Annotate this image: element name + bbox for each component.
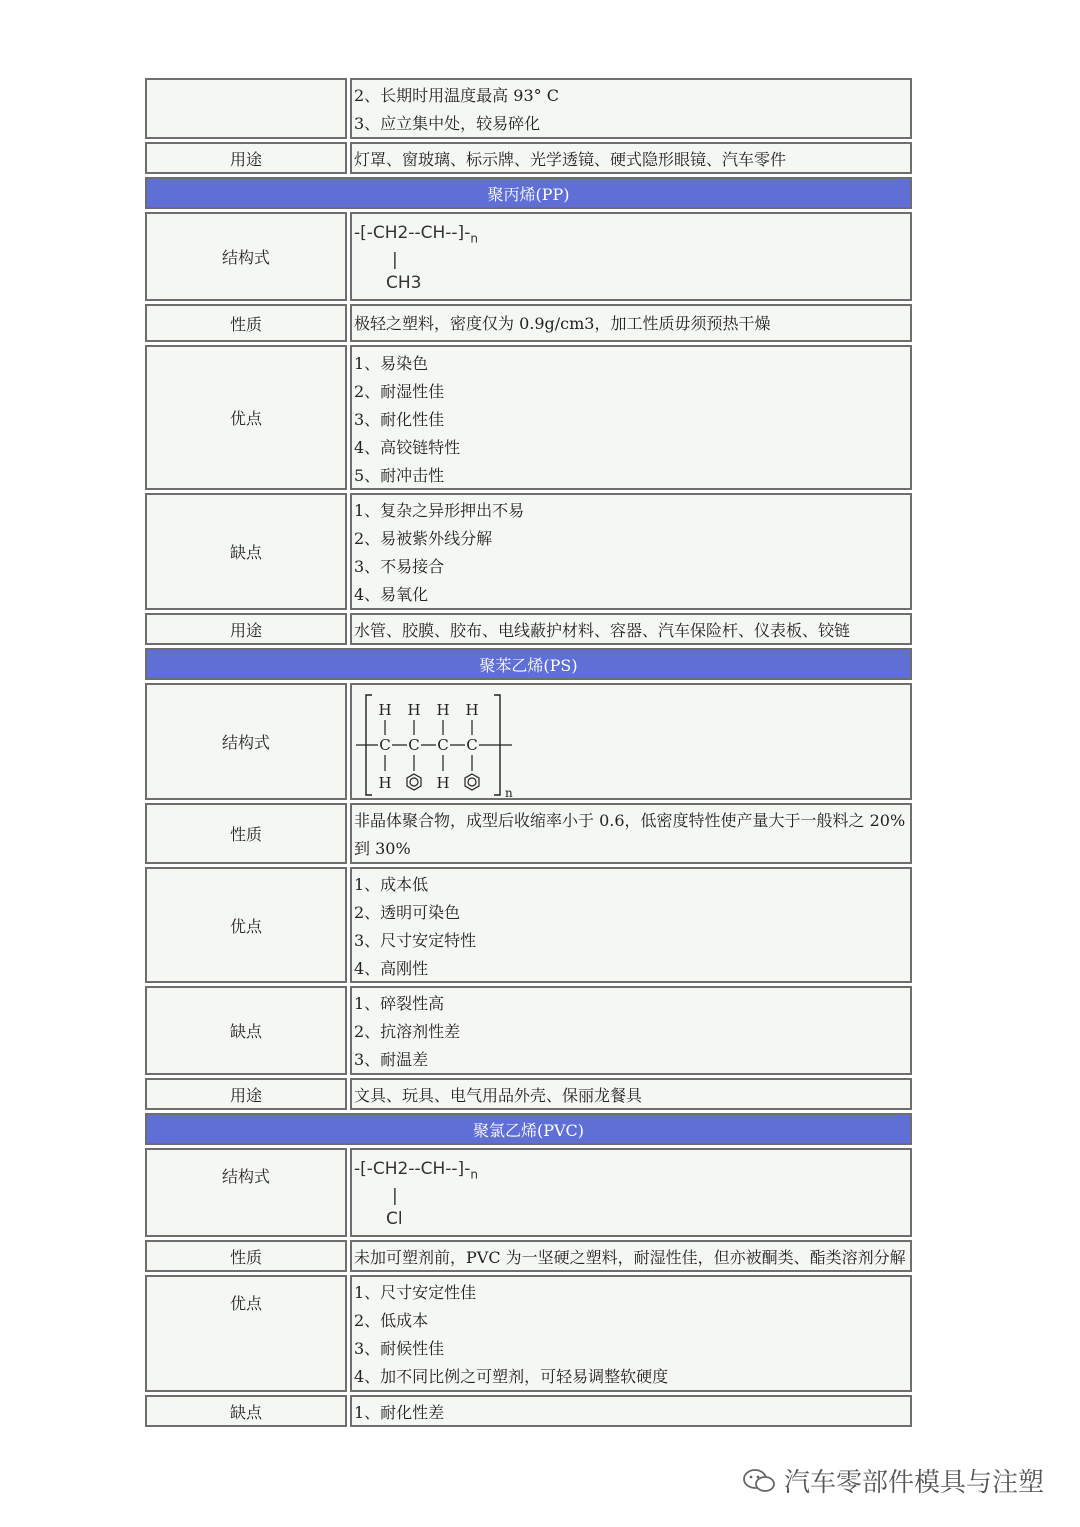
value-cell — [350, 493, 912, 610]
formula-main: -[-CH2--CH--]- — [354, 1159, 471, 1179]
label-cell: 用途 — [145, 1078, 347, 1110]
formula-subscript: n — [470, 231, 478, 246]
list-item: 3、耐温差 — [354, 1050, 429, 1069]
table-row — [145, 1078, 912, 1110]
list-item: 2、透明可染色 — [354, 903, 461, 922]
atom-label: H — [436, 774, 450, 792]
table-row — [145, 212, 912, 301]
value-cell — [350, 78, 912, 139]
table-row — [145, 1395, 912, 1427]
table-row — [145, 683, 912, 800]
value-cell: 未加可塑剂前，PVC 为一坚硬之塑料，耐湿性佳，但亦被酮类、酯类溶剂分解 — [350, 1240, 912, 1272]
value-cell: 水管、胶膜、胶布、电线蔽护材料、容器、汽车保险杆、仪表板、铰链 — [350, 613, 912, 645]
atom-label: H — [436, 701, 450, 719]
table-row — [145, 803, 912, 864]
label-cell: 用途 — [145, 613, 347, 645]
list-item: 2、低成本 — [354, 1311, 429, 1330]
phenyl-ring-icon — [465, 774, 479, 790]
label-cell: 缺点 — [145, 1395, 347, 1427]
list-item: 4、高刚性 — [354, 959, 429, 978]
text-line: 到 30% — [354, 839, 411, 858]
value-cell: 文具、玩具、电气用品外壳、保丽龙餐具 — [350, 1078, 912, 1110]
formula-side-group: Cl — [386, 1209, 403, 1230]
structure-formula — [350, 212, 912, 301]
list-item: 2、易被紫外线分解 — [354, 529, 493, 548]
list-item: 3、不易接合 — [354, 557, 445, 576]
atom-label: H — [407, 701, 421, 719]
table-row — [145, 142, 912, 174]
label-cell: 优点 — [145, 1275, 347, 1392]
list-item: 1、易染色 — [354, 354, 429, 373]
formula-subscript: n — [470, 1167, 478, 1182]
atom-label: C — [408, 736, 420, 754]
formula-bond: | — [392, 1186, 398, 1207]
formula-main: -[-CH2--CH--]- — [354, 223, 471, 243]
section-header-pvc: 聚氯乙烯(PVC) — [145, 1113, 912, 1145]
table-row — [145, 304, 912, 342]
label-cell: 优点 — [145, 345, 347, 490]
formula-bond: | — [392, 250, 398, 271]
label-cell — [145, 78, 347, 139]
list-item: 2、长期时用温度最高 93° C — [354, 86, 559, 105]
label-cell: 缺点 — [145, 986, 347, 1075]
table-row — [145, 1275, 912, 1392]
atom-label: C — [437, 736, 449, 754]
list-item: 3、尺寸安定特性 — [354, 931, 477, 950]
wechat-icon — [742, 1467, 776, 1495]
atom-label: H — [465, 701, 479, 719]
label-cell: 缺点 — [145, 493, 347, 610]
label-cell: 性质 — [145, 803, 347, 864]
phenyl-ring-icon — [407, 774, 421, 790]
table-row — [145, 867, 912, 983]
structure-formula — [350, 1148, 912, 1237]
section-header-ps: 聚苯乙烯(PS) — [145, 648, 912, 680]
label-cell: 结构式 — [145, 212, 347, 301]
list-item: 3、耐化性佳 — [354, 410, 445, 429]
polystyrene-structure — [356, 689, 526, 799]
value-cell: 灯罩、窗玻璃、标示牌、光学透镜、硬式隐形眼镜、汽车零件 — [350, 142, 912, 174]
list-item: 3、应立集中处，较易碎化 — [354, 114, 541, 133]
formula-subscript: n — [505, 786, 513, 799]
watermark — [742, 1462, 1044, 1499]
value-cell — [350, 867, 912, 983]
label-cell: 结构式 — [145, 683, 347, 800]
table-row — [145, 1148, 912, 1237]
label-cell: 性质 — [145, 304, 347, 342]
formula-side-group: CH3 — [386, 273, 422, 294]
table-row — [145, 493, 912, 610]
list-item: 1、复杂之异形押出不易 — [354, 501, 525, 520]
list-item: 3、耐候性佳 — [354, 1339, 445, 1358]
atom-label: H — [378, 774, 392, 792]
watermark-text: 汽车零部件模具与注塑 — [783, 1468, 1044, 1498]
value-cell: 1、耐化性差 — [350, 1395, 912, 1427]
value-cell — [350, 986, 912, 1075]
table-row — [145, 613, 912, 645]
label-cell: 优点 — [145, 867, 347, 983]
table-row — [145, 986, 912, 1075]
list-item: 1、尺寸安定性佳 — [354, 1283, 477, 1302]
table-row — [145, 1240, 912, 1272]
list-item: 4、高铰链特性 — [354, 438, 461, 457]
text-line: 非晶体聚合物，成型后收缩率小于 0.6，低密度特性使产量大于一般料之 20% — [354, 811, 906, 830]
structure-diagram — [350, 683, 912, 800]
atom-label: C — [466, 736, 478, 754]
label-cell: 性质 — [145, 1240, 347, 1272]
list-item: 4、加不同比例之可塑剂，可轻易调整软硬度 — [354, 1367, 669, 1386]
label-cell: 用途 — [145, 142, 347, 174]
atom-label: H — [378, 701, 392, 719]
table-row — [145, 345, 912, 490]
table-row — [145, 78, 912, 139]
list-item: 2、抗溶剂性差 — [354, 1022, 461, 1041]
atom-label: C — [379, 736, 391, 754]
list-item: 5、耐冲击性 — [354, 466, 445, 485]
list-item: 4、易氧化 — [354, 585, 429, 604]
label-cell: 结构式 — [145, 1148, 347, 1237]
value-cell — [350, 345, 912, 490]
value-cell — [350, 1275, 912, 1392]
list-item: 1、碎裂性高 — [354, 994, 445, 1013]
materials-table — [145, 78, 912, 1430]
value-cell — [350, 803, 912, 864]
list-item: 2、耐湿性佳 — [354, 382, 445, 401]
list-item: 1、成本低 — [354, 875, 429, 894]
section-header-pp: 聚丙烯(PP) — [145, 177, 912, 209]
value-cell: 极轻之塑料，密度仅为 0.9g/cm3，加工性质毋须预热干燥 — [350, 304, 912, 342]
